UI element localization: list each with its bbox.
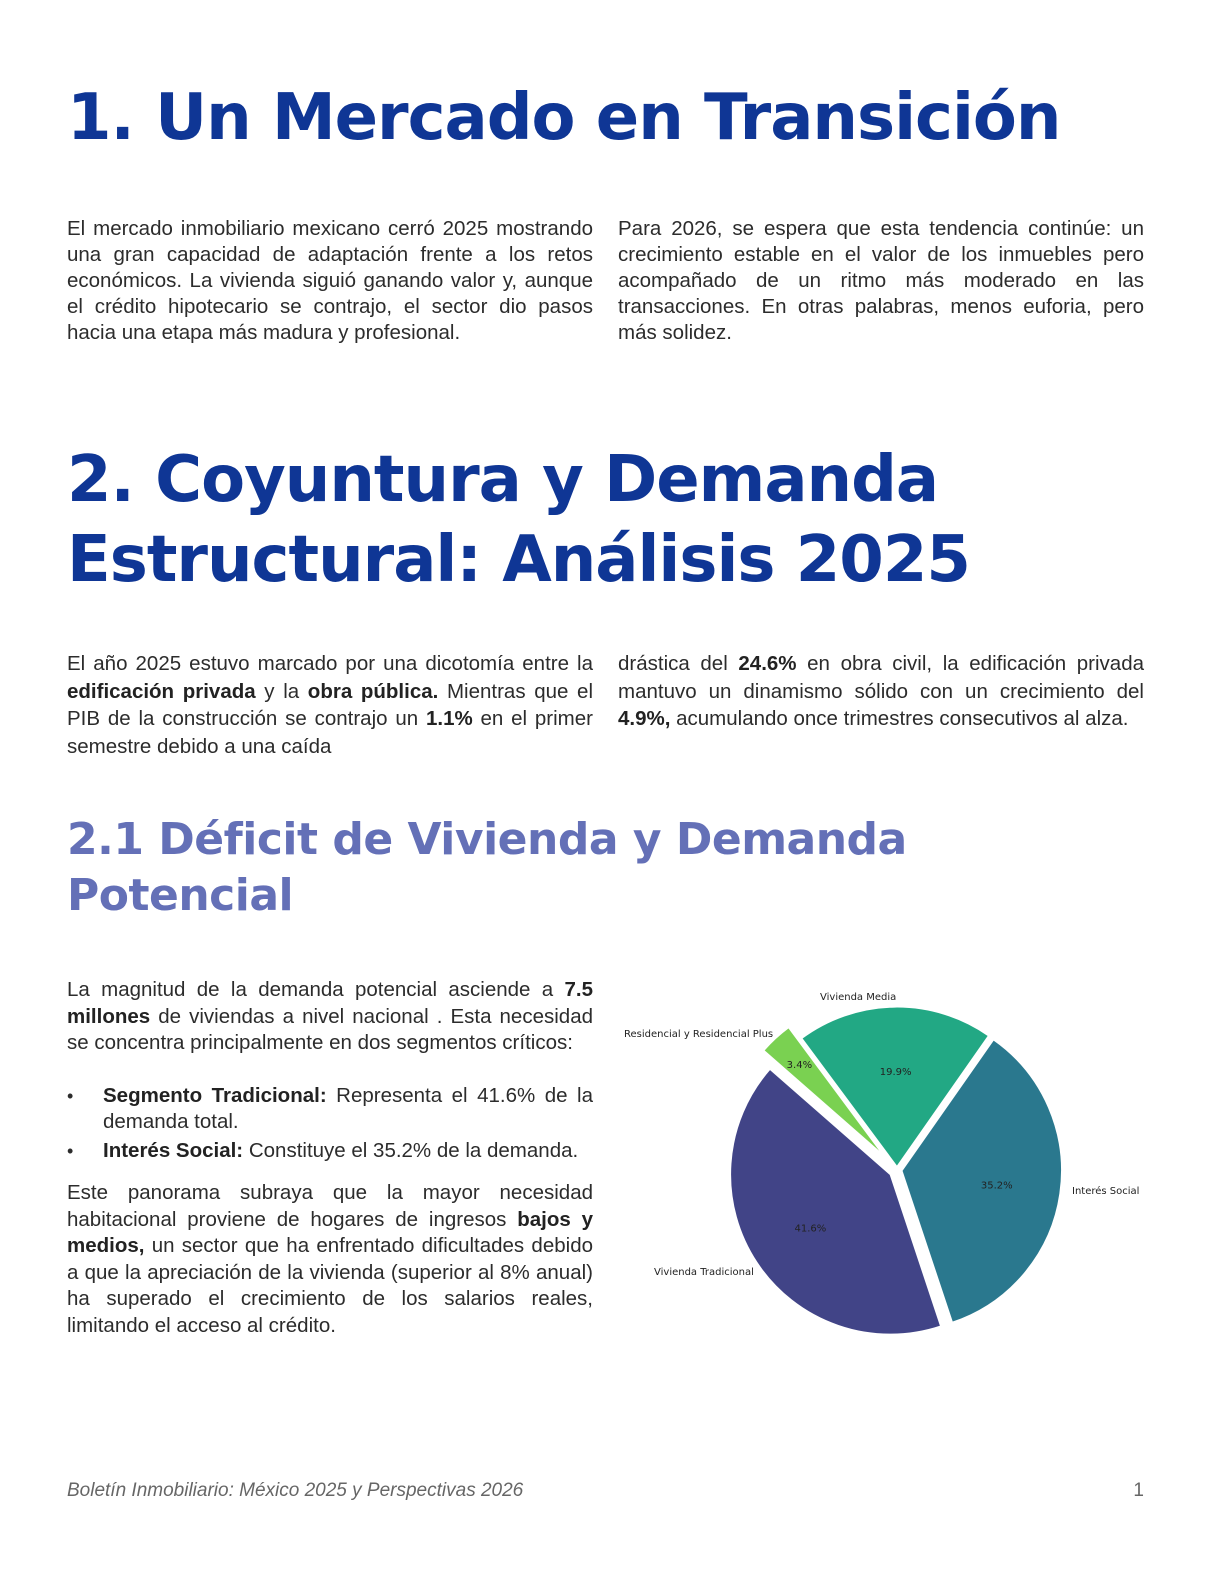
bold-run: Interés Social: (103, 1138, 244, 1162)
bold-run: obra pública. (307, 679, 439, 703)
bold-run: 24.6% (738, 652, 797, 675)
pie-pct-label-0: 35.2% (980, 1180, 1013, 1192)
pie-pct-label-2: 3.4% (786, 1060, 813, 1072)
section21-text-column (67, 977, 593, 1339)
bold-run: 7.5 millones (67, 978, 593, 1028)
pie-category-label-2: Residencial y Residencial Plus (624, 1029, 774, 1040)
section1-right-paragraph: Para 2026, se espera que esta tendencia continúe: un crecimiento estable en el valor de los inmuebles pero acompañado de un ritmo más moderado en las transacciones. En otras palabras, menos euforia, pero más solidez. (618, 217, 1144, 344)
pie-category-label-1: Vivienda Tradicional (654, 1267, 754, 1278)
section2-title-line1: 2. Coyuntura y Demanda (67, 443, 939, 517)
bold-run: bajos y medios, (67, 1207, 593, 1257)
bold-run: edificación privada (67, 679, 256, 703)
section21-paragraph-2 (67, 1180, 593, 1339)
text-run: La magnitud de la demanda potencial asciende a (67, 978, 565, 1001)
section2-title-line2: Estructural: Análisis 2025 (67, 523, 970, 597)
text-run: El año 2025 estuvo marcado por una dicotomía entre la (67, 652, 593, 675)
section21-title (67, 812, 907, 924)
bold-run: Segmento Tradicional: (103, 1083, 327, 1107)
section21-title-line1: 2.1 Déficit de Vivienda y Demanda (67, 814, 907, 865)
section1-left-paragraph: El mercado inmobiliario mexicano cerró 2025 mostrando una gran capacidad de adaptación frente a los retos económicos. La vivienda siguió ganando valor y, aunque el crédito hipotecario se contrajo, el sector dio pasos hacia una etapa más madura y profesional. (67, 217, 593, 344)
pie-category-label-0: Interés Social (1072, 1186, 1140, 1197)
list-item (67, 1138, 593, 1165)
bold-run: 4.9%, (618, 707, 671, 730)
text-run: y la (255, 679, 308, 703)
section2-left-column (67, 650, 593, 760)
text-run: drástica del (618, 652, 739, 675)
text-run: Constituye el 35.2% de la demanda. (243, 1138, 579, 1162)
section21-paragraph-1 (67, 977, 593, 1057)
text-run: en obra civil, la edificación privada mantuvo un dinamismo sólido con un crecimiento del (618, 652, 1145, 703)
section2-title (67, 440, 970, 600)
pie-category-label-3: Vivienda Media (820, 992, 897, 1003)
footer-title: Boletín Inmobiliario: México 2025 y Perspectivas 2026 (67, 1480, 524, 1501)
text-run: Este panorama subraya que la mayor necesidad habitacional proviene de hogares de ingresos (67, 1181, 593, 1231)
section2-right-column (618, 650, 1144, 733)
text-run: un sector que ha enfrentado dificultades debido a que la apreciación de la vivienda (superior al 8% anual) ha superado el crecimiento de los salarios reales, limitando el acceso al crédito. (67, 1234, 593, 1337)
text-run: de viviendas a nivel nacional . Esta necesidad se concentra principalmente en dos segmentos críticos: (67, 1004, 593, 1054)
pie-pct-label-1: 41.6% (794, 1223, 827, 1235)
page-number: 1 (1133, 1480, 1144, 1501)
section1-right-column (618, 216, 1144, 346)
text-run: acumulando once trimestres consecutivos al alza. (670, 707, 1129, 730)
text-run: Mientras que el PIB de la construcción se contrajo un (67, 679, 594, 730)
text-run: Representa el 41.6% de la demanda total. (103, 1083, 593, 1133)
section2-right-paragraph (618, 650, 1144, 733)
section1-left-column (67, 216, 593, 346)
text-run: en el primer semestre debido a una caída (67, 707, 593, 758)
section1-title: 1. Un Mercado en Transición (67, 81, 1061, 155)
section2-left-paragraph (67, 650, 593, 760)
demand-segments-list (67, 1083, 593, 1165)
demand-pie-chart (612, 975, 1152, 1345)
pie-pct-label-3: 19.9% (879, 1066, 912, 1078)
bold-run: 1.1% (425, 707, 473, 730)
section21-title-line2: Potencial (67, 870, 294, 921)
list-item (67, 1083, 593, 1136)
